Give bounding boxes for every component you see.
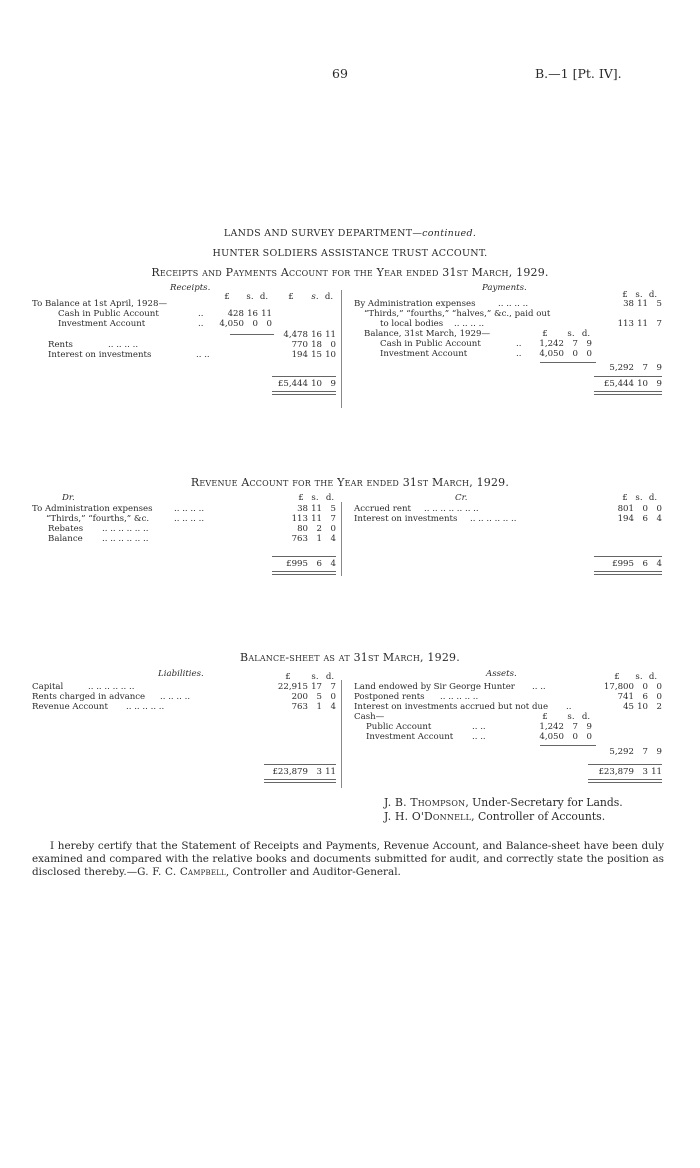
- bs-left-total-shillings: 3: [316, 767, 322, 777]
- bs-cash-subtotal-rule: [540, 745, 596, 746]
- bs-investment-account-label: Investment Account: [366, 732, 454, 742]
- certificate-text: I hereby certify that the Statement of Receipts and Payments, Revenue Account, and Balance-sheet have been duly examined and compared with the relative books and documents submitted for audit, and correctly state the position as disclosed thereby.—: [32, 840, 664, 878]
- bs-capital-label: Capital: [32, 682, 64, 692]
- rev-thirds-label: “Thirds,” “fourths,” &c.: [46, 514, 150, 524]
- rev-right-d-heading: d.: [648, 493, 658, 503]
- rp-right-d-heading: d.: [648, 290, 658, 300]
- bs-left-s-heading: s.: [311, 672, 319, 682]
- rev-left-d-heading: d.: [325, 493, 335, 503]
- bs-rents-advance-pence: 0: [330, 692, 336, 702]
- bs-right-total-pence: 11: [651, 767, 662, 777]
- bs-inner-d-heading: d.: [581, 712, 591, 722]
- rp-investment-label: Investment Account: [58, 319, 146, 329]
- rev-left-total-shillings: 6: [316, 559, 322, 569]
- bs-rents-advance-shillings: 5: [316, 692, 322, 702]
- bs-cash-label: Cash—: [354, 712, 385, 722]
- rp-right-pound-heading: £: [622, 290, 628, 300]
- rev-accrued-rent-shillings: 0: [642, 504, 648, 514]
- balance-sheet-title: Balance-sheet as at 31st March, 1929.: [240, 651, 460, 664]
- signature-line-1: [384, 796, 623, 809]
- rp-interest-shillings: 15: [311, 350, 322, 360]
- bs-postponed-pounds: 741: [617, 692, 634, 702]
- rp-left-outer-pound-heading: £: [288, 292, 294, 302]
- rev-right-s-heading: s.: [635, 493, 643, 503]
- rev-thirds-shillings: 11: [311, 514, 322, 524]
- receipts-payments-title: Receipts and Payments Account for the Year ended 31st March, 1929.: [151, 266, 549, 279]
- rp-right-investment-shillings: 0: [572, 349, 578, 359]
- rp-right-investment-label: Investment Account: [380, 349, 468, 359]
- rev-left-total-rule-top: [272, 556, 336, 557]
- bs-revenue-account-pounds: 763: [291, 702, 308, 712]
- rev-interest-pounds: 194: [617, 514, 634, 524]
- bs-rents-advance-label: Rents charged in advance: [32, 692, 146, 702]
- bs-right-total-rule-bottom: [588, 779, 662, 783]
- rev-balance-pounds: 763: [291, 534, 308, 544]
- rp-rents-pence: 0: [330, 340, 336, 350]
- rev-right-total-rule-bottom: [594, 571, 662, 575]
- bs-right-s-heading: s.: [635, 672, 643, 682]
- bs-investment-account-pence: 0: [586, 732, 592, 742]
- department-title: [0, 228, 700, 239]
- bs-revenue-account-dots: .. .. .. .. ..: [126, 702, 165, 712]
- trust-title: HUNTER SOLDIERS ASSISTANCE TRUST ACCOUNT.: [212, 248, 488, 259]
- signature-1-name: J. B. Thompson: [384, 796, 466, 809]
- bs-postponed-pence: 0: [656, 692, 662, 702]
- rp-investment-pounds: 4,050: [219, 319, 244, 329]
- bs-right-total-pounds: £23,879: [598, 767, 634, 777]
- page-number: 69: [332, 66, 348, 81]
- bs-left-total-rule-bottom: [264, 779, 336, 783]
- rev-interest-shillings: 6: [642, 514, 648, 524]
- rp-thirds-dots: .. .. .. ..: [454, 319, 485, 329]
- bs-investment-account-shillings: 0: [572, 732, 578, 742]
- liabilities-heading: Liabilities.: [158, 669, 204, 679]
- bs-rents-advance-pounds: 200: [291, 692, 308, 702]
- rp-right-inner-pound-heading: £: [542, 329, 548, 339]
- bs-land-pence: 0: [656, 682, 662, 692]
- rp-left-subtotal-pence: 11: [325, 330, 336, 340]
- rev-left-total-pounds: £995: [286, 559, 308, 569]
- rp-right-subtotal-pounds: 5,292: [609, 363, 634, 373]
- rp-admin-shillings: 11: [637, 299, 648, 309]
- rev-thirds-dots: .. .. .. ..: [174, 514, 205, 524]
- rp-right-cash-pence: 9: [586, 339, 592, 349]
- bs-capital-pounds: 22,915: [277, 682, 308, 692]
- bs-public-account-dots: .. ..: [472, 722, 486, 732]
- rev-interest-pence: 4: [656, 514, 662, 524]
- rev-accrued-rent-pence: 0: [656, 504, 662, 514]
- rp-right-total-shillings: 10: [637, 379, 648, 389]
- rev-balance-dots: .. .. .. .. .. ..: [102, 534, 149, 544]
- rp-right-total-rule-top: [594, 376, 662, 377]
- rp-left-subtotal-rule: [230, 334, 274, 335]
- rp-right-investment-pence: 0: [586, 349, 592, 359]
- rev-left-pound-heading: £: [298, 493, 304, 503]
- bs-right-total-shillings: 3: [642, 767, 648, 777]
- rev-left-s-heading: s.: [311, 493, 319, 503]
- revenue-dr-heading: Dr.: [62, 493, 75, 503]
- audit-certificate: [32, 840, 664, 879]
- bs-left-pound-heading: £: [285, 672, 291, 682]
- signature-line-2: [384, 810, 605, 823]
- signature-1-role: , Under-Secretary for Lands.: [465, 796, 623, 809]
- rp-right-cash-shillings: 7: [572, 339, 578, 349]
- rev-admin-pounds: 38: [297, 504, 308, 514]
- rp-right-inner-s-heading: s.: [567, 329, 575, 339]
- bs-land-pounds: 17,800: [603, 682, 634, 692]
- bs-inner-pound-heading: £: [542, 712, 548, 722]
- bs-cash-subtotal-pence: 9: [656, 747, 662, 757]
- rp-thirds-label-2: to local bodies: [380, 319, 444, 329]
- rp-investment-dots: ..: [198, 319, 204, 329]
- bs-revenue-account-label: Revenue Account: [32, 702, 108, 712]
- rp-thirds-pence: 7: [656, 319, 662, 329]
- bs-interest-shillings: 10: [637, 702, 648, 712]
- bs-postponed-dots: .. .. .. .. ..: [440, 692, 479, 702]
- certificate-auditor-role: , Controller and Auditor-General.: [225, 866, 401, 878]
- revenue-column-divider: [341, 502, 342, 576]
- rp-left-total-pence: 9: [330, 379, 336, 389]
- bs-interest-label: Interest on investments accrued but not due: [354, 702, 549, 712]
- rp-cash-shillings: 16: [247, 309, 258, 319]
- bs-right-pound-heading: £: [614, 672, 620, 682]
- bs-land-shillings: 0: [642, 682, 648, 692]
- rp-interest-pounds: 194: [291, 350, 308, 360]
- payments-heading: Payments.: [482, 283, 527, 293]
- rev-right-pound-heading: £: [622, 493, 628, 503]
- rp-column-divider: [341, 290, 342, 408]
- bs-public-account-shillings: 7: [572, 722, 578, 732]
- signature-2-role: , Controller of Accounts.: [471, 810, 606, 823]
- bs-postponed-label: Postponed rents: [354, 692, 425, 702]
- rev-rebates-pounds: 80: [297, 524, 308, 534]
- rev-admin-pence: 5: [330, 504, 336, 514]
- rp-balance-label: To Balance at 1st April, 1928—: [32, 299, 168, 309]
- rp-right-inner-d-heading: d.: [581, 329, 591, 339]
- bs-cash-subtotal-shillings: 7: [642, 747, 648, 757]
- rp-right-total-pounds: £5,444: [603, 379, 634, 389]
- rev-right-total-rule-top: [594, 556, 662, 557]
- rp-closing-balance-label: Balance, 31st March, 1929—: [364, 329, 491, 339]
- bs-right-d-heading: d.: [648, 672, 658, 682]
- rp-right-s-heading: s.: [635, 290, 643, 300]
- bs-capital-dots: .. .. .. .. .. ..: [88, 682, 135, 692]
- bs-investment-account-pounds: 4,050: [539, 732, 564, 742]
- rp-right-cash-label: Cash in Public Account: [380, 339, 481, 349]
- rp-cash-dots: ..: [198, 309, 204, 319]
- rp-left-subtotal-shillings: 16: [311, 330, 322, 340]
- rp-left-outer-d-heading: d.: [324, 292, 334, 302]
- rev-balance-shillings: 1: [316, 534, 322, 544]
- rp-cash-label: Cash in Public Account: [58, 309, 159, 319]
- rp-rents-pounds: 770: [291, 340, 308, 350]
- bs-interest-dots: ..: [566, 702, 572, 712]
- bs-left-d-heading: d.: [325, 672, 335, 682]
- revenue-cr-heading: Cr.: [455, 493, 468, 503]
- page-reference: B.—1 [Pt. IV].: [535, 66, 622, 81]
- rp-rents-shillings: 18: [311, 340, 322, 350]
- department-line: LANDS AND SURVEY DEPARTMENT—: [223, 228, 423, 239]
- rev-admin-dots: .. .. .. ..: [174, 504, 205, 514]
- rev-interest-label: Interest on investments: [354, 514, 458, 524]
- rp-interest-dots: .. ..: [196, 350, 210, 360]
- rev-rebates-dots: .. .. .. .. .. ..: [102, 524, 149, 534]
- rev-right-total-pounds: £995: [612, 559, 634, 569]
- bs-rents-advance-dots: .. .. .. ..: [160, 692, 191, 702]
- rp-investment-shillings: 0: [252, 319, 258, 329]
- rp-thirds-pounds: 113: [617, 319, 634, 329]
- rp-admin-pounds: 38: [623, 299, 634, 309]
- rev-right-total-pence: 4: [656, 559, 662, 569]
- rev-right-total-shillings: 6: [642, 559, 648, 569]
- rp-left-outer-s-heading: s.: [311, 292, 319, 302]
- bs-left-total-pounds: £23,879: [272, 767, 308, 777]
- receipts-heading: Receipts.: [170, 283, 211, 293]
- rp-interest-label: Interest on investments: [48, 350, 152, 360]
- bs-revenue-account-pence: 4: [330, 702, 336, 712]
- rp-right-cash-dots: ..: [516, 339, 522, 349]
- balance-sheet-column-divider: [341, 680, 342, 788]
- rp-admin-dots: .. .. .. ..: [498, 299, 529, 309]
- bs-inner-s-heading: s.: [567, 712, 575, 722]
- rev-left-total-pence: 4: [330, 559, 336, 569]
- bs-postponed-shillings: 6: [642, 692, 648, 702]
- rp-investment-pence: 0: [266, 319, 272, 329]
- bs-capital-shillings: 17: [311, 682, 322, 692]
- signature-2-name: J. H. O'Donnell: [384, 810, 472, 823]
- rp-left-total-rule-bottom: [272, 391, 336, 395]
- rev-balance-label: Balance: [48, 534, 83, 544]
- bs-revenue-account-shillings: 1: [316, 702, 322, 712]
- rev-rebates-label: Rebates: [48, 524, 84, 534]
- rev-interest-dots: .. .. .. .. .. ..: [470, 514, 517, 524]
- bs-public-account-pence: 9: [586, 722, 592, 732]
- bs-interest-pounds: 45: [623, 702, 634, 712]
- rev-admin-shillings: 11: [311, 504, 322, 514]
- bs-interest-pence: 2: [656, 702, 662, 712]
- rev-rebates-pence: 0: [330, 524, 336, 534]
- rp-left-subtotal-pounds: 4,478: [283, 330, 308, 340]
- rev-left-total-rule-bottom: [272, 571, 336, 575]
- rev-thirds-pounds: 113: [291, 514, 308, 524]
- rp-left-total-pounds: £5,444: [277, 379, 308, 389]
- bs-cash-subtotal-pounds: 5,292: [609, 747, 634, 757]
- rev-accrued-rent-dots: .. .. .. .. .. .. ..: [424, 504, 479, 514]
- rp-right-total-pence: 9: [656, 379, 662, 389]
- rp-right-subtotal-rule: [540, 362, 596, 363]
- bs-right-total-rule-top: [588, 764, 662, 765]
- rev-balance-pence: 4: [330, 534, 336, 544]
- rp-rents-label: Rents: [48, 340, 73, 350]
- rev-thirds-pence: 7: [330, 514, 336, 524]
- rp-right-total-rule-bottom: [594, 391, 662, 395]
- certificate-auditor-name: G. F. C. Campbell: [137, 866, 226, 878]
- rp-right-subtotal-pence: 9: [656, 363, 662, 373]
- rp-cash-pounds: 428: [227, 309, 244, 319]
- bs-land-label: Land endowed by Sir George Hunter: [354, 682, 515, 692]
- rev-admin-label: To Administration expenses: [32, 504, 153, 514]
- rev-accrued-rent-pounds: 801: [617, 504, 634, 514]
- rp-left-total-shillings: 10: [311, 379, 322, 389]
- rp-left-total-rule-top: [272, 376, 336, 377]
- rp-right-investment-pounds: 4,050: [539, 349, 564, 359]
- rp-right-investment-dots: ..: [516, 349, 522, 359]
- bs-investment-account-dots: .. ..: [472, 732, 486, 742]
- rp-left-inner-s-heading: s.: [246, 292, 254, 302]
- rp-right-cash-pounds: 1,242: [539, 339, 564, 349]
- rev-accrued-rent-label: Accrued rent: [354, 504, 411, 514]
- rp-admin-pence: 5: [656, 299, 662, 309]
- rp-interest-pence: 10: [325, 350, 336, 360]
- rp-rents-dots: .. .. .. ..: [108, 340, 139, 350]
- bs-left-total-rule-top: [264, 764, 336, 765]
- revenue-title: Revenue Account for the Year ended 31st March, 1929.: [190, 476, 510, 489]
- rp-cash-pence: 11: [261, 309, 272, 319]
- bs-left-total-pence: 11: [325, 767, 336, 777]
- bs-land-dots: .. ..: [532, 682, 546, 692]
- assets-heading: Assets.: [486, 669, 517, 679]
- rp-admin-label: By Administration expenses: [354, 299, 476, 309]
- bs-capital-pence: 7: [330, 682, 336, 692]
- bs-public-account-label: Public Account: [366, 722, 432, 732]
- rev-rebates-shillings: 2: [316, 524, 322, 534]
- rp-left-inner-pound-heading: £: [224, 292, 230, 302]
- rp-thirds-label: “Thirds,” “fourths,” “halves,” &c., paid out: [364, 309, 551, 319]
- rp-thirds-shillings: 11: [637, 319, 648, 329]
- rp-right-subtotal-shillings: 7: [642, 363, 648, 373]
- rp-left-inner-d-heading: d.: [259, 292, 269, 302]
- department-continued: continued.: [422, 228, 477, 239]
- bs-public-account-pounds: 1,242: [539, 722, 564, 732]
